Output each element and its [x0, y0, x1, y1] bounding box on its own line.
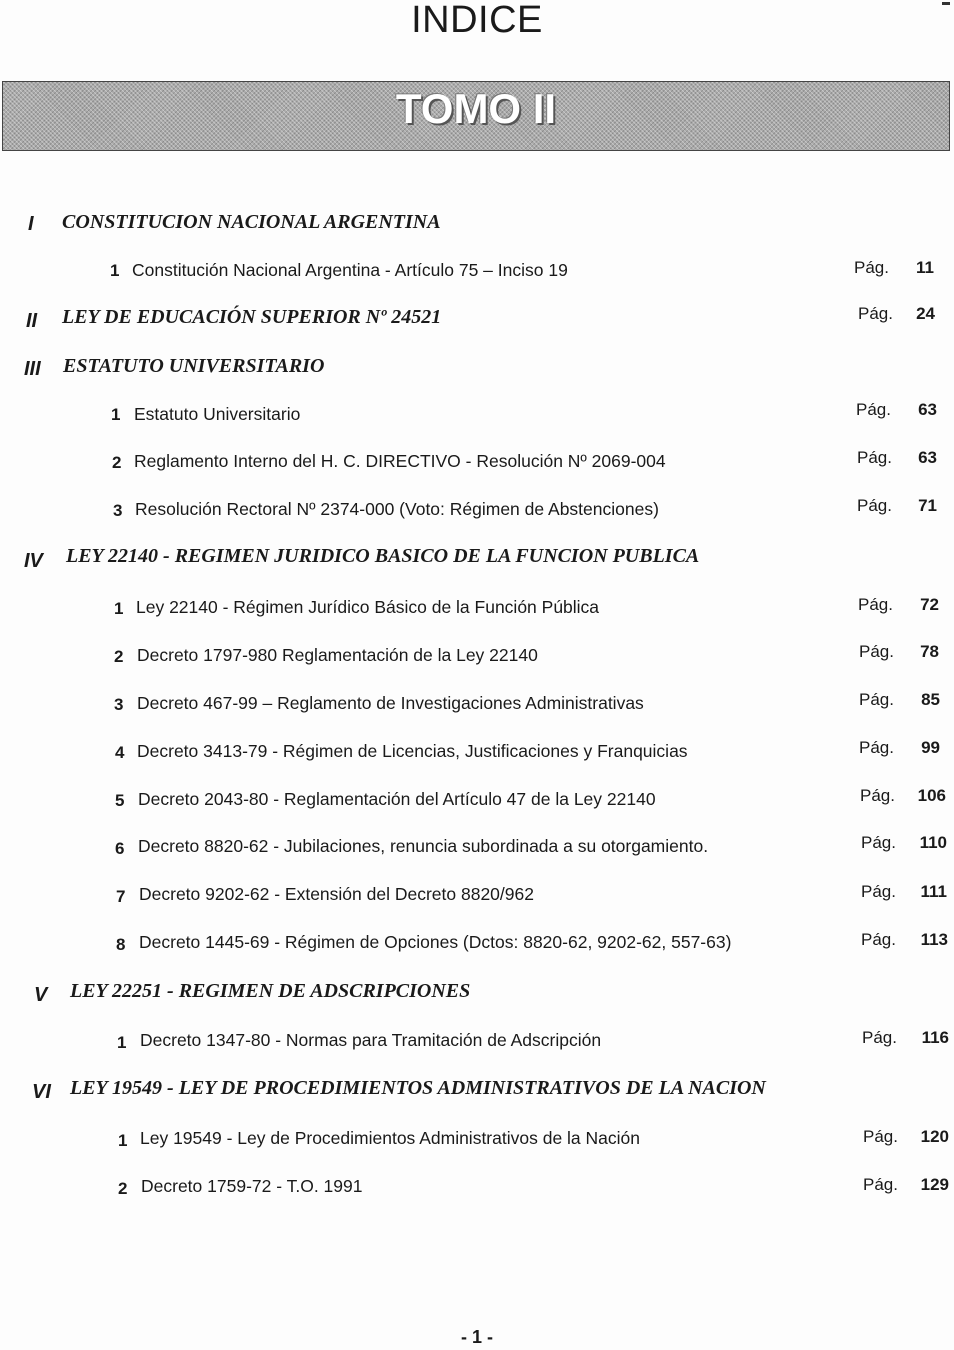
page-number: 72 [920, 595, 939, 614]
section-title: LEY 22251 - REGIMEN DE ADSCRIPCIONES [70, 980, 471, 1002]
section-number: VI [32, 1081, 51, 1103]
page-label: Pág. [859, 738, 894, 757]
page-label: Pág. [857, 448, 892, 467]
page-label: Pág. [858, 304, 893, 323]
item-text: Estatuto Universitario [134, 404, 301, 424]
page-label: Pág. [857, 496, 892, 515]
item-number: 1 [118, 1131, 128, 1150]
item-number: 7 [116, 887, 126, 906]
section-title: LEY 22140 - REGIMEN JURIDICO BASICO DE LA FUNCION PUBLICA [66, 545, 700, 567]
item-text: Decreto 1759-72 - T.O. 1991 [141, 1176, 363, 1196]
page-label: Pág. [856, 400, 891, 419]
page-number: 110 [919, 833, 947, 852]
item-text: Decreto 8820-62 - Jubilaciones, renuncia subordinada a su otorgamiento. [138, 836, 709, 856]
item-text: Ley 22140 - Régimen Jurídico Básico de la Función Pública [136, 597, 600, 617]
item-text: Ley 19549 - Ley de Procedimientos Administrativos de la Nación [140, 1128, 640, 1148]
tomo-banner [2, 81, 950, 151]
page-number: 116 [921, 1028, 949, 1047]
item-number: 1 [110, 261, 120, 280]
item-text: Resolución Rectoral Nº 2374-000 (Voto: Régimen de Abstenciones) [135, 499, 659, 519]
page-number: 71 [918, 496, 937, 515]
section-number: V [34, 984, 48, 1006]
item-text: Decreto 2043-80 - Reglamentación del Artículo 47 de la Ley 22140 [138, 789, 656, 809]
page-number: 99 [921, 738, 940, 757]
page-label: Pág. [860, 786, 895, 805]
item-number: 2 [112, 453, 122, 472]
page-label: Pág. [859, 690, 894, 709]
page-number: 106 [917, 786, 946, 805]
page-number: 85 [921, 690, 940, 709]
page-number: 129 [920, 1175, 949, 1194]
page-label: Pág. [861, 833, 896, 852]
page-label: Pág. [861, 930, 896, 949]
banner-title: TOMO II [395, 85, 557, 132]
page-title: INDICE [411, 0, 543, 41]
item-text: Decreto 9202-62 - Extensión del Decreto 8820/962 [139, 884, 534, 904]
page-number: 63 [918, 400, 937, 419]
section-number: III [24, 358, 41, 380]
page-label: Pág. [861, 882, 896, 901]
section-title: CONSTITUCION NACIONAL ARGENTINA [62, 211, 441, 233]
section-title: LEY DE EDUCACIÓN SUPERIOR Nº 24521 [62, 306, 442, 328]
item-text: Reglamento Interno del H. C. DIRECTIVO - Resolución Nº 2069-004 [134, 451, 666, 471]
section-number: II [26, 310, 38, 332]
item-number: 3 [113, 501, 123, 520]
section-number: I [28, 213, 34, 235]
page-number: 11 [916, 258, 934, 277]
page-number: 120 [920, 1127, 949, 1146]
page-number: 24 [916, 304, 935, 323]
item-number: 4 [115, 743, 125, 762]
page-label: Pág. [858, 595, 893, 614]
item-text: Decreto 1347-80 - Normas para Tramitación de Adscripción [140, 1030, 602, 1050]
page-number: 78 [920, 642, 939, 661]
item-number: 1 [117, 1033, 127, 1052]
item-number: 2 [118, 1179, 128, 1198]
item-text: Decreto 1445-69 - Régimen de Opciones (Dctos: 8820-62, 9202-62, 557-63) [139, 932, 732, 952]
page-label: Pág. [863, 1175, 898, 1194]
page-label: Pág. [863, 1127, 898, 1146]
item-number: 8 [116, 935, 126, 954]
section-number: IV [24, 550, 43, 572]
page-number: 63 [918, 448, 937, 467]
page-label: Pág. [862, 1028, 897, 1047]
item-number: 1 [114, 599, 124, 618]
item-text: Decreto 3413-79 - Régimen de Licencias, Justificaciones y Franquicias [137, 741, 688, 761]
item-number: 3 [114, 695, 124, 714]
section-title: LEY 19549 - LEY DE PROCEDIMIENTOS ADMINISTRATIVOS DE LA NACION [70, 1077, 766, 1099]
page-footer-number: - 1 - [460, 1327, 493, 1347]
item-number: 1 [111, 405, 121, 424]
item-text: Decreto 1797-980 Reglamentación de la Ley 22140 [137, 645, 538, 665]
page-label: Pág. [859, 642, 894, 661]
item-text: Constitución Nacional Argentina - Artículo 75 – Inciso 19 [132, 260, 568, 280]
page-label: Pág. [854, 258, 889, 277]
section-title: ESTATUTO UNIVERSITARIO [63, 355, 325, 377]
item-number: 6 [115, 839, 125, 858]
item-text: Decreto 467-99 – Reglamento de Investigaciones Administrativas [137, 693, 644, 713]
page-number: 113 [920, 930, 948, 949]
page-number: 111 [920, 882, 947, 901]
item-number: 2 [114, 647, 124, 666]
item-number: 5 [115, 791, 125, 810]
